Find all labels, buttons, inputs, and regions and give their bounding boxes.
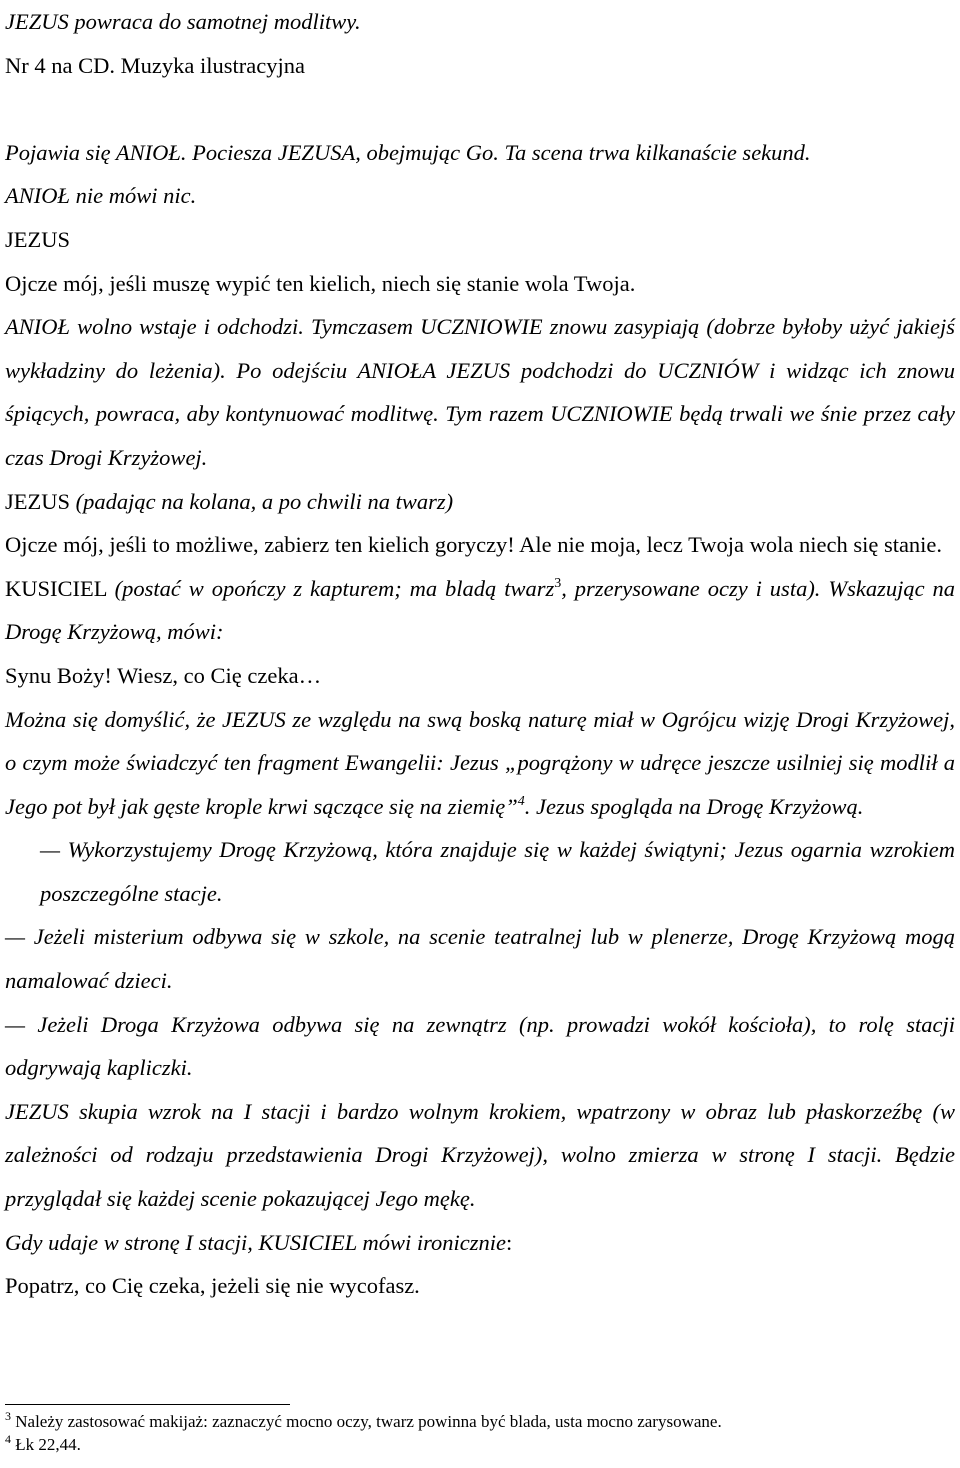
footnote: [5, 1410, 955, 1433]
stage-direction: JEZUS skupia wzrok na I stacji i bardzo wolnym krokiem, wpatrzony w obraz lub płaskorzeźbę (w zależności od rodzaju przedstawienia Drogi Krzyżowej), wolno zmierza w stronę I stacji. Będzie przyglądał się każdej scenie pokazującej Jego mękę.: [5, 1098, 955, 1212]
stage-direction: Pojawia się ANIOŁ. Pociesza JEZUSA, obejmując Go. Ta scena trwa kilkanaście sekund.: [5, 139, 811, 165]
footnote-number: 3: [5, 1409, 11, 1423]
colon: :: [506, 1229, 513, 1255]
footnote: [5, 1433, 955, 1456]
stage-note: — Wykorzystujemy Drogę Krzyżową, która znajduje się w każdej świątyni; Jezus ogarnia wzrokiem poszczególne stacje.: [40, 837, 955, 906]
stage-direction: , przerysowane oczy i usta). Wskazując na Drogę Krzyżową, mówi:: [5, 575, 956, 645]
stage-note: — Jeżeli misterium odbywa się w szkole, na scenie teatralnej lub w plenerze, Drogę Krzyżową mogą namalować dzieci.: [5, 924, 955, 994]
stage-direction: ANIOŁ nie mówi nic.: [5, 183, 197, 209]
speaker-line: [5, 567, 955, 654]
stage-direction: (postać w opończy z kapturem; ma bladą twarz: [114, 575, 555, 601]
footnote-text: Należy zastosować makijaż: zaznaczyć mocno oczy, twarz powinna być blada, usta mocno zarysowane.: [15, 1412, 722, 1431]
stage-direction-text: Gdy udaje w stronę I stacji, KUSICIEL mówi ironicznie: [5, 1229, 507, 1255]
blank-line: [5, 87, 955, 131]
dialogue: Ojcze mój, jeśli to możliwe, zabierz ten kielich goryczy! Ale nie moja, lecz Twoja wola niech się stanie.: [5, 532, 943, 558]
stage-direction-text: . Jezus spogląda na Drogę Krzyżową.: [524, 793, 864, 819]
dialogue: Ojcze mój, jeśli muszę wypić ten kielich, niech się stanie wola Twoja.: [5, 270, 636, 296]
speaker-name: KUSICIEL: [5, 575, 107, 601]
footnote-text: Łk 22,44.: [15, 1435, 81, 1454]
dialogue: Popatrz, co Cię czeka, jeżeli się nie wycofasz.: [5, 1273, 420, 1299]
footnote-number: 4: [5, 1432, 11, 1446]
footnote-ref[interactable]: 4: [517, 793, 525, 809]
stage-direction: (padając na kolana, a po chwili na twarz): [75, 488, 454, 514]
speaker-line: [5, 480, 955, 524]
cd-note: Nr 4 na CD. Muzyka ilustracyjna: [5, 52, 305, 78]
speaker-name: JEZUS: [5, 226, 71, 252]
footnote-separator: [5, 1404, 290, 1405]
stage-direction: [5, 1221, 955, 1265]
stage-direction: JEZUS powraca do samotnej modlitwy.: [5, 9, 361, 34]
footnote-ref[interactable]: 3: [554, 575, 562, 591]
dialogue: Synu Boży! Wiesz, co Cię czeka…: [5, 662, 322, 688]
stage-direction: ANIOŁ wolno wstaje i odchodzi. Tymczasem UCZNIOWIE znowu zasypiają (dobrze byłoby użyć jakiejś wykładziny do leżenia). Po odejściu ANIOŁA JEZUS podchodzi do UCZNIÓW i widząc ich znowu śpiących, powraca, aby kontynuować modlitwę. Tym razem UCZNIOWIE będą trwali we śnie przez cały czas Drogi Krzyżowej.: [5, 314, 955, 470]
stage-direction: [5, 698, 955, 829]
stage-direction-text: Można się domyślić, że JEZUS ze względu na swą boską naturę miał w Ogrójcu wizję Drogi Krzyżowej, o czym może świadczyć ten fragment Ewangelii: Jezus „pogrążony w udręce jeszcze usilniej się modlił a Jego pot był jak gęste krople krwi sączące się na ziemię”: [5, 706, 955, 819]
document-body: [5, 0, 955, 1308]
speaker-name: JEZUS: [5, 488, 71, 514]
footnotes: [5, 1410, 955, 1456]
stage-note: — Jeżeli Droga Krzyżowa odbywa się na zewnątrz (np. prowadzi wokół kościoła), to rolę stacji odgrywają kapliczki.: [5, 1011, 955, 1081]
